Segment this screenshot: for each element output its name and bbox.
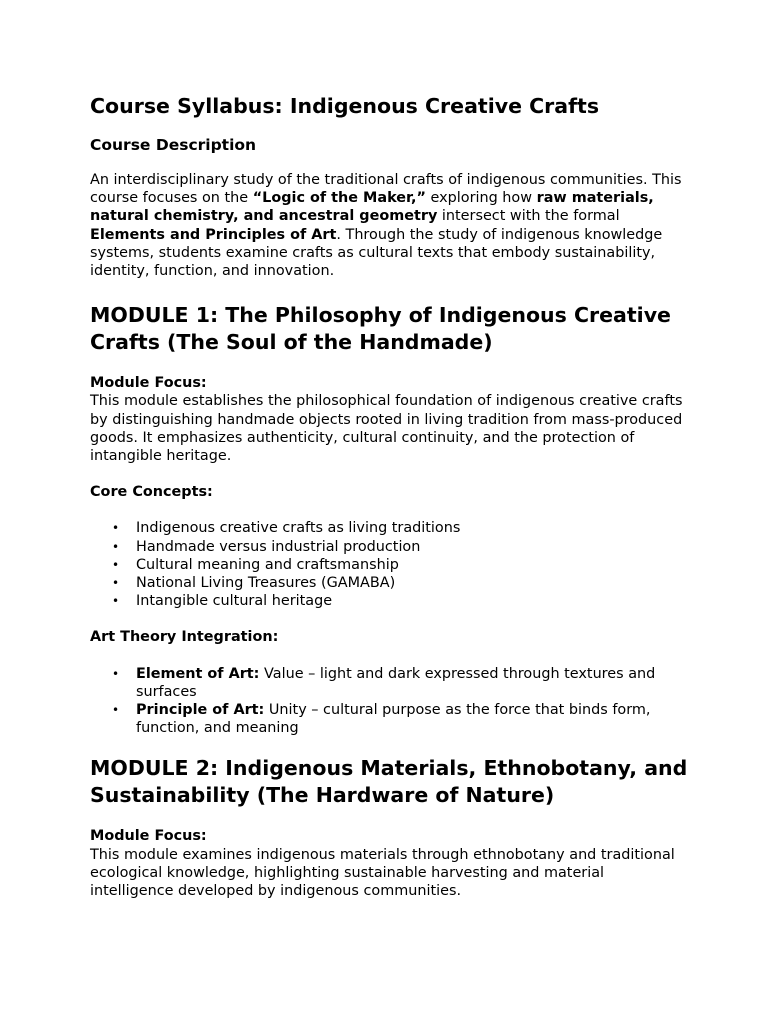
- text-run: . Through the study of indigenous knowledge systems, students examine crafts as cultural texts that embody sustainability, identity, function, and innovation.: [90, 226, 663, 280]
- art-theory-label: Art Theory Integration:: [90, 629, 279, 646]
- core-concepts-label: Core Concepts:: [90, 484, 213, 501]
- module-1-heading: MODULE 1: The Philosophy of Indigenous Creative Crafts (The Soul of the Handmade): [90, 303, 671, 355]
- module-2-heading: MODULE 2: Indigenous Materials, Ethnobotany, and Sustainability (The Hardware of Nature): [90, 756, 688, 808]
- text-run: exploring how: [425, 190, 537, 207]
- text-run: An interdisciplinary study of the traditional crafts of indigenous communities. This course focuses on the: [90, 172, 682, 207]
- module-focus-text: This module establishes the philosophical foundation of indigenous creative crafts by distinguishing handmade objects rooted in living tradition from mass-produced goods. It emphasizes authenticity, cultural continuity, and the protection of intangible heritage.: [90, 393, 683, 465]
- item-text: Value – light and dark expressed through textures and surfaces: [136, 665, 656, 700]
- document-page: [90, 92, 690, 918]
- course-description-text: [90, 171, 690, 280]
- list-item: • Indigenous creative crafts as living traditions: [136, 519, 690, 537]
- list-item: • National Living Treasures (GAMABA): [136, 574, 690, 592]
- document-title: Course Syllabus: Indigenous Creative Crafts: [90, 94, 600, 118]
- list-item: • Cultural meaning and craftsmanship: [136, 556, 690, 574]
- module-focus-label: Module Focus:: [90, 375, 207, 392]
- module-2-focus: [90, 827, 690, 900]
- core-concepts-list: [90, 519, 690, 610]
- module-focus-text: This module examines indigenous materials through ethnobotany and traditional ecological knowledge, highlighting sustainable harvesting and material intelligence developed by indigenous communities.: [90, 846, 675, 900]
- text-run: intersect with the formal: [437, 208, 620, 225]
- list-item: [136, 665, 690, 701]
- bold-text-run: Elements and Principles of Art: [90, 226, 337, 243]
- list-item: [136, 701, 690, 737]
- item-label: Element of Art:: [136, 665, 260, 682]
- module-1-focus: [90, 374, 690, 465]
- bold-text-run: raw materials, natural chemistry, and ancestral geometry: [90, 190, 654, 225]
- list-item: • Handmade versus industrial production: [136, 538, 690, 556]
- module-focus-label: Module Focus:: [90, 828, 207, 845]
- course-description-heading: Course Description: [90, 136, 257, 154]
- list-item: • Intangible cultural heritage: [136, 592, 690, 610]
- bold-text-run: “Logic of the Maker,”: [252, 190, 426, 207]
- item-label: Principle of Art:: [136, 702, 265, 719]
- item-text: Unity – cultural purpose as the force that binds form, function, and meaning: [136, 702, 651, 737]
- art-theory-list: [90, 665, 690, 738]
